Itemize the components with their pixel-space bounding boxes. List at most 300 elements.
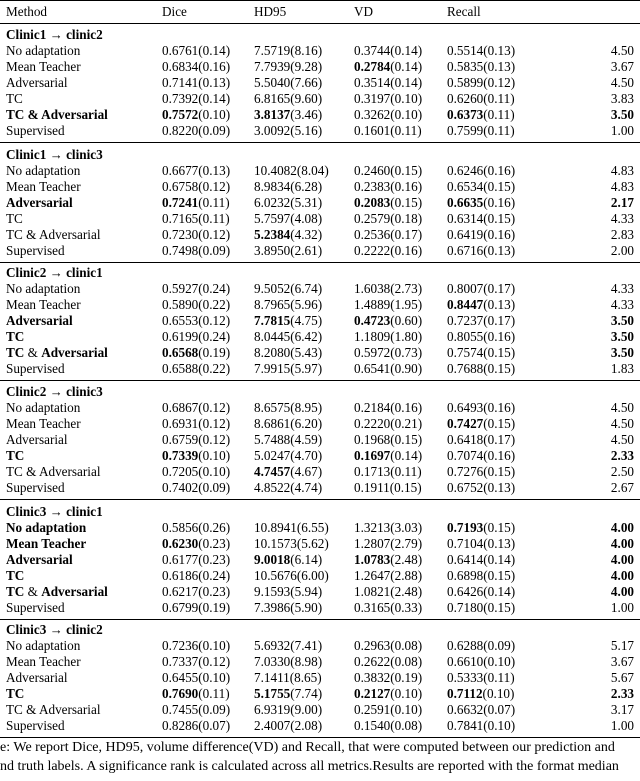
method-cell: [6, 43, 80, 59]
hd95-cell: 7.7939(9.28): [254, 59, 323, 74]
dice-cell: 0.7402(0.09): [162, 480, 231, 495]
dice-cell: 0.7498(0.09): [162, 243, 231, 258]
method-cell: [6, 584, 108, 600]
table-group: [0, 265, 640, 377]
hd95-cell: 7.9915(5.97): [254, 361, 323, 376]
vd-cell: 0.3165(0.33): [354, 600, 423, 615]
table-row: [0, 195, 640, 211]
method-label-part: Mean Teacher: [6, 416, 81, 431]
method-cell: [6, 211, 23, 227]
method-cell: [6, 416, 81, 432]
method-cell: [6, 568, 24, 584]
recall-spread: (0.13): [483, 297, 516, 312]
hd95-cell: [254, 107, 322, 123]
method-cell: [6, 329, 24, 345]
vd-cell: 0.2579(0.18): [354, 211, 423, 226]
vd-cell: 0.2622(0.08): [354, 654, 423, 669]
hd95-cell: [254, 686, 322, 702]
rank-cell: 3.50: [610, 329, 634, 344]
rank-cell: 2.33: [610, 448, 634, 463]
recall-cell: [447, 195, 515, 211]
hd95-cell: 9.5052(6.74): [254, 281, 323, 296]
recall-cell: 0.5333(0.11): [447, 670, 515, 685]
vd-cell: 0.3514(0.14): [354, 75, 423, 90]
group-title-row: [0, 622, 640, 638]
dice-median: 0.7690: [162, 686, 199, 701]
dice-cell: [162, 536, 230, 552]
table-group: [0, 622, 640, 734]
hd95-spread: (4.67): [290, 464, 323, 479]
method-cell: [6, 297, 81, 313]
table-row: [0, 552, 640, 568]
hd95-cell: 3.0092(5.16): [254, 123, 323, 138]
vd-cell: 0.1968(0.15): [354, 432, 423, 447]
method-cell: [6, 107, 108, 123]
vd-median: 0.2083: [354, 195, 391, 210]
table-row: [0, 432, 640, 448]
method-label-part: TC & Adversarial: [6, 464, 101, 479]
table-row: [0, 600, 640, 616]
group-rule: [0, 142, 640, 143]
dice-cell: [162, 195, 230, 211]
method-label-part: Mean Teacher: [6, 297, 81, 312]
recall-cell: [447, 107, 515, 123]
recall-cell: 0.6632(0.07): [447, 702, 516, 717]
dice-cell: 0.7455(0.09): [162, 702, 231, 717]
group-title: Clinic2 → clinic1: [6, 265, 103, 280]
table-row: [0, 718, 640, 734]
method-cell: [6, 686, 24, 702]
table-row: [0, 227, 640, 243]
table-row: [0, 59, 640, 75]
vd-cell: 0.1911(0.15): [354, 480, 422, 495]
hd95-median: 5.1755: [254, 686, 291, 701]
hd95-cell: 10.8941(6.55): [254, 520, 329, 535]
table-row: [0, 464, 640, 480]
rank-cell: 2.50: [610, 464, 634, 479]
table-row: [0, 361, 640, 377]
vd-cell: [354, 552, 422, 568]
hd95-cell: 10.5676(6.00): [254, 568, 329, 583]
rank-cell: 2.83: [610, 227, 634, 242]
method-label-part: Adversarial: [6, 552, 73, 567]
method-label-part: Supervised: [6, 480, 65, 495]
rank-cell: 4.83: [610, 163, 634, 178]
dice-cell: 0.6867(0.12): [162, 400, 231, 415]
method-cell: [6, 480, 65, 496]
vd-cell: 0.1540(0.08): [354, 718, 423, 733]
table-group: [0, 384, 640, 496]
vd-cell: 0.2963(0.08): [354, 638, 423, 653]
recall-cell: 0.6716(0.13): [447, 243, 516, 258]
rank-cell: 4.83: [610, 179, 634, 194]
rank-cell: 3.50: [610, 313, 634, 328]
table-row: [0, 243, 640, 259]
group-title: Clinic2 → clinic3: [6, 384, 103, 399]
table-row: [0, 297, 640, 313]
hd95-cell: 10.4082(8.04): [254, 163, 329, 178]
method-label-part: TC & Adversarial: [6, 702, 101, 717]
vd-cell: 0.2460(0.15): [354, 163, 423, 178]
recall-cell: 0.7688(0.15): [447, 361, 516, 376]
recall-cell: 0.6610(0.10): [447, 654, 516, 669]
recall-cell: 0.7276(0.15): [447, 464, 516, 479]
rank-cell: 1.00: [610, 123, 634, 138]
table-row: [0, 75, 640, 91]
vd-cell: 0.2222(0.16): [354, 243, 423, 258]
method-cell: [6, 281, 80, 297]
dice-cell: 0.6177(0.23): [162, 552, 231, 567]
dice-cell: [162, 448, 230, 464]
header-rule: [0, 23, 640, 24]
method-label-part: TC: [6, 91, 23, 106]
dice-cell: 0.6588(0.22): [162, 361, 231, 376]
caption-line-2: nd truth labels. A significance rank is calculated across all metrics.Results are reported with the format median: [0, 759, 619, 774]
method-cell: [6, 520, 86, 536]
dice-cell: 0.6186(0.24): [162, 568, 231, 583]
table-row: [0, 123, 640, 139]
recall-median: 0.6373: [447, 107, 484, 122]
hd95-cell: 8.6575(8.95): [254, 400, 323, 415]
vd-cell: 0.3197(0.10): [354, 91, 423, 106]
rank-cell: 3.50: [610, 107, 634, 122]
hd95-spread: (7.74): [290, 686, 323, 701]
hd95-cell: [254, 227, 322, 243]
method-cell: [6, 227, 101, 243]
recall-cell: 0.5514(0.13): [447, 43, 516, 58]
recall-median: 0.7427: [447, 416, 484, 431]
rank-cell: 4.00: [610, 584, 634, 599]
recall-cell: 0.5899(0.12): [447, 75, 516, 90]
dice-median: 0.6568: [162, 345, 199, 360]
rank-cell: 3.17: [610, 702, 634, 717]
recall-cell: 0.6314(0.15): [447, 211, 516, 226]
rank-cell: 4.50: [610, 400, 634, 415]
recall-cell: 0.7104(0.13): [447, 536, 516, 551]
method-label-part: Mean Teacher: [6, 654, 81, 669]
table-row: [0, 313, 640, 329]
header-hd95: HD95: [254, 4, 287, 19]
dice-median: 0.7241: [162, 195, 199, 210]
table-row: [0, 448, 640, 464]
method-label-part: No adaptation: [6, 400, 81, 415]
recall-cell: 0.7841(0.10): [447, 718, 516, 733]
method-label-part: No adaptation: [6, 520, 87, 535]
method-cell: [6, 400, 80, 416]
table-row: [0, 211, 640, 227]
recall-cell: 0.6246(0.16): [447, 163, 516, 178]
table-group: [0, 147, 640, 259]
method-cell: [6, 59, 81, 75]
table-row: [0, 638, 640, 654]
rank-cell: 2.17: [610, 195, 634, 210]
table-row: [0, 281, 640, 297]
hd95-cell: [254, 552, 322, 568]
table-row: [0, 568, 640, 584]
recall-cell: 0.6493(0.16): [447, 400, 516, 415]
method-label-part: Adversarial: [6, 313, 73, 328]
method-cell: [6, 654, 81, 670]
method-cell: [6, 243, 65, 259]
method-cell: [6, 670, 68, 686]
hd95-cell: 6.8165(9.60): [254, 91, 323, 106]
method-cell: [6, 432, 68, 448]
hd95-spread: (6.14): [290, 552, 323, 567]
method-cell: [6, 464, 101, 480]
method-label-part: TC: [6, 448, 25, 463]
vd-spread: (0.10): [390, 686, 423, 701]
rank-cell: 4.33: [610, 211, 634, 226]
recall-cell: 0.6426(0.14): [447, 584, 516, 599]
vd-spread: (0.14): [390, 448, 423, 463]
recall-median: 0.7112: [447, 686, 483, 701]
method-label-part: Adversarial: [6, 432, 68, 447]
hd95-spread: (3.46): [290, 107, 323, 122]
group-title-row: [0, 265, 640, 281]
recall-cell: 0.6752(0.13): [447, 480, 516, 495]
method-cell: [6, 313, 73, 329]
recall-spread: (0.11): [483, 107, 515, 122]
recall-cell: 0.7074(0.16): [447, 448, 516, 463]
vd-cell: 0.3744(0.14): [354, 43, 423, 58]
vd-cell: 0.2536(0.17): [354, 227, 423, 242]
rank-cell: 1.00: [610, 718, 634, 733]
method-cell: [6, 638, 80, 654]
rank-cell: 4.33: [610, 297, 634, 312]
recall-cell: 0.7574(0.15): [447, 345, 516, 360]
recall-cell: 0.6414(0.14): [447, 552, 516, 567]
method-label-part: &: [24, 584, 42, 599]
header-recall: Recall: [447, 4, 481, 19]
vd-cell: 1.4889(1.95): [354, 297, 423, 312]
method-label-part: No adaptation: [6, 163, 81, 178]
dice-cell: 0.6199(0.24): [162, 329, 231, 344]
vd-cell: 0.1601(0.11): [354, 123, 422, 138]
recall-cell: 0.6418(0.17): [447, 432, 516, 447]
dice-cell: 0.6217(0.23): [162, 584, 231, 599]
vd-median: 0.4723: [354, 313, 391, 328]
vd-cell: 0.1713(0.11): [354, 464, 422, 479]
vd-cell: [354, 195, 422, 211]
rank-cell: 4.00: [610, 520, 634, 535]
hd95-spread: (4.32): [290, 227, 323, 242]
dice-cell: 0.5927(0.24): [162, 281, 231, 296]
method-label-part: Supervised: [6, 361, 65, 376]
hd95-cell: 7.1411(8.65): [254, 670, 322, 685]
method-label-part: TC: [6, 584, 25, 599]
rank-cell: 2.33: [610, 686, 634, 701]
vd-spread: (0.15): [390, 195, 423, 210]
dice-median: 0.7572: [162, 107, 199, 122]
vd-median: 0.2784: [354, 59, 391, 74]
recall-cell: [447, 297, 515, 313]
vd-cell: [354, 313, 422, 329]
hd95-cell: 5.0247(4.70): [254, 448, 323, 463]
table-row: [0, 345, 640, 361]
hd95-cell: 8.9834(6.28): [254, 179, 323, 194]
recall-cell: 0.6419(0.16): [447, 227, 516, 242]
vd-cell: [354, 448, 422, 464]
method-label-part: Adversarial: [6, 195, 73, 210]
rank-cell: 4.00: [610, 536, 634, 551]
method-cell: [6, 75, 68, 91]
dice-cell: [162, 686, 230, 702]
group-rule: [0, 262, 640, 263]
vd-cell: 1.2807(2.79): [354, 536, 423, 551]
rank-cell: 1.83: [610, 361, 634, 376]
group-title-row: [0, 384, 640, 400]
hd95-cell: 7.0330(8.98): [254, 654, 323, 669]
header-dice: Dice: [162, 4, 187, 19]
dice-cell: 0.6677(0.13): [162, 163, 231, 178]
method-label-part: No adaptation: [6, 43, 81, 58]
rank-cell: 2.67: [610, 480, 634, 495]
dice-cell: 0.5890(0.22): [162, 297, 231, 312]
table-row: [0, 179, 640, 195]
method-cell: [6, 552, 73, 568]
dice-spread: (0.10): [198, 448, 231, 463]
rank-cell: 4.50: [610, 43, 634, 58]
rank-cell: 5.17: [610, 638, 634, 653]
rank-cell: 4.50: [610, 432, 634, 447]
vd-cell: 1.3213(3.03): [354, 520, 423, 535]
dice-median: 0.7339: [162, 448, 199, 463]
method-label-part: Supervised: [6, 123, 65, 138]
rank-cell: 4.00: [610, 568, 634, 583]
method-label-part: Adversarial: [6, 670, 68, 685]
hd95-cell: 10.1573(5.62): [254, 536, 329, 551]
dice-cell: 0.5856(0.26): [162, 520, 231, 535]
hd95-median: 4.7457: [254, 464, 291, 479]
vd-cell: 0.2184(0.16): [354, 400, 423, 415]
vd-cell: 1.1809(1.80): [354, 329, 423, 344]
method-cell: [6, 600, 65, 616]
recall-median: 0.6635: [447, 195, 484, 210]
rank-cell: 4.00: [610, 552, 634, 567]
hd95-median: 9.0018: [254, 552, 291, 567]
recall-cell: 0.6288(0.09): [447, 638, 516, 653]
method-cell: [6, 702, 101, 718]
hd95-cell: 5.7597(4.08): [254, 211, 323, 226]
method-label-part: TC & Adversarial: [6, 227, 101, 242]
hd95-cell: 2.4007(2.08): [254, 718, 323, 733]
dice-spread: (0.23): [198, 536, 231, 551]
dice-cell: 0.6455(0.10): [162, 670, 231, 685]
rank-cell: 4.50: [610, 416, 634, 431]
vd-cell: 0.6541(0.90): [354, 361, 423, 376]
caption-line-1: e: We report Dice, HD95, volume difference(VD) and Recall, that were computed between our prediction and: [0, 740, 615, 755]
dice-cell: 0.6759(0.12): [162, 432, 231, 447]
dice-spread: (0.10): [198, 107, 231, 122]
method-cell: [6, 448, 24, 464]
hd95-cell: 5.7488(4.59): [254, 432, 323, 447]
recall-cell: [447, 520, 515, 536]
method-label-part: TC: [6, 345, 25, 360]
method-cell: [6, 345, 108, 361]
method-cell: [6, 361, 65, 377]
table-row: [0, 584, 640, 600]
hd95-cell: 8.0445(6.42): [254, 329, 323, 344]
rank-cell: 3.67: [610, 654, 634, 669]
recall-cell: 0.5835(0.13): [447, 59, 516, 74]
table-row: [0, 163, 640, 179]
table-group: [0, 27, 640, 139]
recall-cell: [447, 686, 514, 702]
method-label-part: Mean Teacher: [6, 536, 87, 551]
dice-cell: 0.7392(0.14): [162, 91, 231, 106]
table-row: [0, 91, 640, 107]
vd-cell: [354, 59, 422, 75]
top-rule: [0, 0, 640, 1]
hd95-median: 5.2384: [254, 227, 291, 242]
dice-cell: 0.6834(0.16): [162, 59, 231, 74]
rank-cell: 3.67: [610, 59, 634, 74]
hd95-cell: 7.5719(8.16): [254, 43, 323, 58]
rank-cell: 5.67: [610, 670, 634, 685]
recall-cell: 0.7599(0.11): [447, 123, 515, 138]
dice-cell: [162, 107, 230, 123]
method-label-part: Mean Teacher: [6, 179, 81, 194]
dice-cell: 0.7205(0.10): [162, 464, 231, 479]
vd-cell: 1.2647(2.88): [354, 568, 423, 583]
hd95-cell: 6.9319(9.00): [254, 702, 323, 717]
table-row: [0, 43, 640, 59]
method-label-part: Mean Teacher: [6, 59, 81, 74]
method-label-part: TC: [6, 568, 25, 583]
method-cell: [6, 536, 86, 552]
method-label-part: TC: [6, 211, 23, 226]
recall-cell: 0.6898(0.15): [447, 568, 516, 583]
table-header-row: [0, 4, 640, 22]
hd95-cell: [254, 313, 322, 329]
vd-spread: (0.14): [390, 59, 423, 74]
hd95-median: 3.8137: [254, 107, 291, 122]
vd-cell: 0.3262(0.10): [354, 107, 423, 122]
dice-cell: 0.6553(0.12): [162, 313, 231, 328]
dice-cell: 0.7141(0.13): [162, 75, 231, 90]
recall-cell: 0.7237(0.17): [447, 313, 516, 328]
table-row: [0, 536, 640, 552]
method-cell: [6, 163, 80, 179]
group-rule: [0, 619, 640, 620]
recall-cell: 0.8007(0.17): [447, 281, 516, 296]
table-group: [0, 504, 640, 616]
group-title: Clinic1 → clinic3: [6, 147, 103, 162]
vd-cell: [354, 686, 422, 702]
vd-cell: 0.3832(0.19): [354, 670, 423, 685]
dice-cell: [162, 345, 230, 361]
rank-cell: 3.50: [610, 345, 634, 360]
method-label-part: Adversarial: [6, 75, 68, 90]
recall-spread: (0.15): [483, 520, 516, 535]
table-row: [0, 670, 640, 686]
recall-cell: [447, 416, 515, 432]
rank-cell: 4.33: [610, 281, 634, 296]
hd95-cell: 3.8950(2.61): [254, 243, 323, 258]
header-method: Method: [6, 4, 48, 19]
method-label-part: Supervised: [6, 600, 65, 615]
group-title: Clinic3 → clinic1: [6, 504, 103, 519]
vd-spread: (2.48): [390, 552, 423, 567]
rank-cell: 4.50: [610, 75, 634, 90]
dice-median: 0.6230: [162, 536, 199, 551]
group-rule: [0, 380, 640, 381]
dice-cell: 0.7230(0.12): [162, 227, 231, 242]
vd-cell: 0.5972(0.73): [354, 345, 423, 360]
method-cell: [6, 718, 65, 734]
method-label-part: TC: [6, 686, 25, 701]
recall-cell: 0.8055(0.16): [447, 329, 516, 344]
